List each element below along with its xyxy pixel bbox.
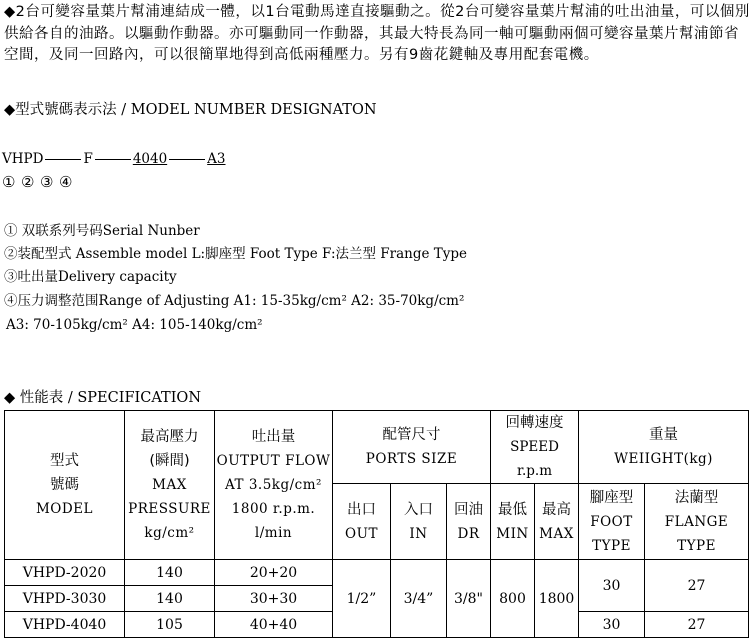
header-pressure-zh1: 最高壓力 [140,429,199,445]
model-code [2,150,226,168]
model-code-capacity: 4040 [132,151,168,167]
header-in-en: IN [409,525,428,542]
spec-heading-en: / SPECIFICATION [63,390,202,406]
header-foot-zh: 腳座型 [589,489,634,506]
header-out-en: OUT [345,525,378,542]
model-code-dash [95,159,131,160]
header-weight [579,411,749,484]
model-code-dash [169,159,205,160]
header-min-en: MIN [496,525,529,542]
cell-model: VHPD-4040 [5,612,125,638]
header-foot-en2: TYPE [592,537,631,554]
header-ports-zh: 配管尺寸 [382,427,441,443]
cell-pressure: 140 [125,586,215,612]
header-model-zh1: 型式 [50,453,79,469]
header-flow-unit: l/min [254,525,293,541]
header-in [391,484,447,560]
header-flange-en1: FLANGE [664,513,729,530]
header-dr [447,484,491,560]
header-pressure-en1: MAX [152,477,187,493]
header-model-zh2: 號碼 [50,477,79,493]
header-dr-en: DR [457,525,480,542]
header-flow-cond2: 1800 r.p.m. [231,501,316,517]
model-code-markers [2,173,78,192]
cell-flow: 30+30 [215,586,333,612]
cell-out: 1/2” [333,560,391,638]
cell-min: 800 [491,560,535,638]
header-out [333,484,391,560]
legend-pressure-range-cont: A3: 70-105kg/cm² A4: 105-140kg/cm² [6,317,263,333]
header-max [535,484,579,560]
header-weight-zh: 重量 [649,427,679,443]
header-ports [333,411,491,484]
header-dr-zh: 回油 [454,501,483,518]
legend-assemble: ②装配型式 Assemble model L:脚座型 Foot Type F:法兰型 Frange Type [4,246,468,262]
header-model-en: MODEL [35,501,94,517]
model-code-mount: F [83,151,93,167]
header-pressure-unit: kg/cm² [144,525,195,541]
cell-flange-weight: 27 [645,612,749,638]
model-number-heading-en: / MODEL NUMBER DESIGNATON [116,102,377,118]
intro-paragraph: ◆2台可變容量葉片幫浦連結成一體，以1台電動馬達直接驅動之。從2台可變容量葉片幫浦的吐出油量，可以個別供給各自的油路。以驅動作動器。亦可驅動同一作動器，其最大特長為同一軸可驅動兩個可變容量葉片幫浦節省空間，及同一回路內，可以很簡單地得到高低兩種壓力。另有9齒花鍵軸及專用配套電機。 [4,4,750,63]
model-code-series: VHPD [2,151,44,167]
marker-2: ② [21,173,35,191]
header-speed [491,411,579,484]
header-speed-en: SPEED r.p.m [510,439,559,479]
cell-flow: 40+40 [215,612,333,638]
header-flow-zh: 吐出量 [251,429,296,445]
cell-model: VHPD-2020 [5,560,125,586]
header-weight-en: WEIIGHT(kg) [614,451,713,467]
header-flow [215,411,333,560]
header-pressure-zh2: (瞬間) [149,453,190,469]
model-code-pressure: A3 [207,151,226,167]
header-foot-type [579,484,645,560]
cell-flange-weight: 27 [645,560,749,612]
cell-flow: 20+20 [215,560,333,586]
cell-pressure: 105 [125,612,215,638]
cell-dr: 3/8" [447,560,491,638]
cell-pressure: 140 [125,560,215,586]
header-max-en: MAX [539,525,574,542]
model-number-heading-zh: ◆型式號碼表示法 [4,102,117,118]
header-flange-en2: TYPE [677,537,716,554]
cell-foot-weight: 30 [579,560,645,612]
header-flange-type [645,484,749,560]
header-pressure-en2: PRESSURE [128,501,211,517]
header-speed-zh: 回轉速度 [505,415,564,431]
marker-4: ④ [59,173,73,191]
model-number-heading [4,101,377,119]
marker-1: ① [2,173,16,191]
legend-pressure-range: ④压力调整范围Range of Adjusting A1: 15-35kg/cm² A2: 35-70kg/cm² [4,293,465,309]
legend-delivery: ③吐出量Delivery capacity [4,269,177,285]
header-flange-zh: 法蘭型 [674,489,719,506]
header-out-zh: 出口 [347,501,376,518]
cell-max: 1800 [535,560,579,638]
marker-3: ③ [40,173,54,191]
cell-in: 3/4” [391,560,447,638]
cell-model: VHPD-3030 [5,586,125,612]
legend-serial: ① 双联系列号码Serial Nunber [4,223,200,239]
header-foot-en1: FOOT [590,513,633,530]
spec-table [4,410,749,638]
header-pressure [125,411,215,560]
model-code-dash [45,159,81,160]
header-min [491,484,535,560]
cell-foot-weight: 30 [579,612,645,638]
table-row [5,560,749,586]
header-flow-en: OUTPUT FLOW [216,453,331,469]
header-in-zh: 入口 [404,501,433,518]
header-model [5,411,125,560]
header-min-zh: 最低 [498,501,528,518]
header-ports-en: PORTS SIZE [365,451,458,467]
spec-heading [4,389,201,407]
header-max-zh: 最高 [542,501,572,518]
spec-heading-zh: ◆ 性能表 [4,390,64,406]
header-flow-cond1: AT 3.5kg/cm² [225,477,322,493]
